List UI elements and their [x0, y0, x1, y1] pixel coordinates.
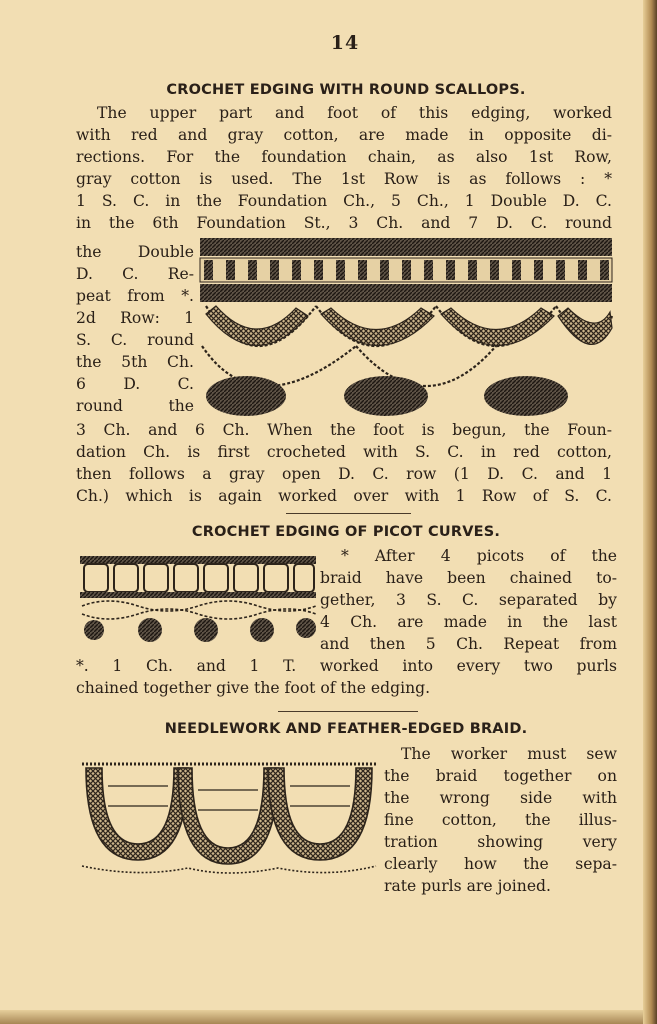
s2-right-1: braid have been chained to-	[320, 569, 617, 587]
s1-left-2: peat from *.	[76, 287, 194, 305]
page-number: 14	[330, 32, 360, 54]
s1-line-3: gray cotton is used. The 1st Row is as follows : *	[76, 170, 612, 188]
s1-line-1: with red and gray cotton, are made in opposite di-	[76, 126, 612, 144]
s1-left-4: S. C. round	[76, 331, 194, 349]
s1-after-1: dation Ch. is first crocheted with S. C. in red cotton,	[76, 443, 612, 461]
s3-right-1: the braid together on	[384, 767, 617, 785]
s3-right-3: fine cotton, the illus-	[384, 811, 617, 829]
s3-right-2: the wrong side with	[384, 789, 617, 807]
s1-after-2: then follows a gray open D. C. row (1 D. C. and 1	[76, 465, 612, 483]
s3-right-5: clearly how the sepa-	[384, 855, 617, 873]
section1-heading: CROCHET EDGING WITH ROUND SCALLOPS.	[166, 82, 526, 98]
s2-right-0: * After 4 picots of the	[341, 547, 617, 565]
s1-left-0: the Double	[76, 243, 194, 261]
s1-left-6: 6 D. C.	[76, 375, 194, 393]
picot-curves-illustration	[78, 552, 318, 646]
s2-after-1: chained together give the foot of the edging.	[76, 679, 431, 697]
feather-braid-illustration	[78, 756, 380, 878]
s1-line-2: rections. For the foundation chain, as also 1st Row,	[76, 148, 612, 166]
page-bottom-edge	[0, 1010, 657, 1024]
section2-heading: CROCHET EDGING OF PICOT CURVES.	[191, 524, 501, 540]
s2-right-3: 4 Ch. are made in the last	[320, 613, 617, 631]
s3-right-0: The worker must sew	[401, 745, 617, 763]
scallop-edging-illustration	[196, 236, 616, 420]
s1-after-0: 3 Ch. and 6 Ch. When the foot is begun, the Foun-	[76, 421, 612, 439]
s1-left-7: round the	[76, 397, 194, 415]
s2-right-2: gether, 3 S. C. separated by	[320, 591, 617, 609]
s1-left-3: 2d Row: 1	[76, 309, 194, 327]
s2-after-0: *. 1 Ch. and 1 T. worked into every two purls	[76, 657, 617, 675]
s1-line-5: in the 6th Foundation St., 3 Ch. and 7 D. C. round	[76, 214, 612, 232]
section3-heading: NEEDLEWORK AND FEATHER-EDGED BRAID.	[164, 721, 528, 737]
s1-left-1: D. C. Re-	[76, 265, 194, 283]
s1-left-5: the 5th Ch.	[76, 353, 194, 371]
section-divider-2	[278, 711, 418, 712]
s1-line-0: The upper part and foot of this edging, worked	[97, 104, 612, 122]
s1-line-4: 1 S. C. in the Foundation Ch., 5 Ch., 1 Double D. C.	[76, 192, 612, 210]
section-divider-1	[286, 513, 411, 514]
s1-after-3: Ch.) which is again worked over with 1 Row of S. C.	[76, 487, 612, 505]
s2-right-4: and then 5 Ch. Repeat from	[320, 635, 617, 653]
s3-right-4: tration showing very	[384, 833, 617, 851]
s3-right-6: rate purls are joined.	[384, 877, 551, 895]
